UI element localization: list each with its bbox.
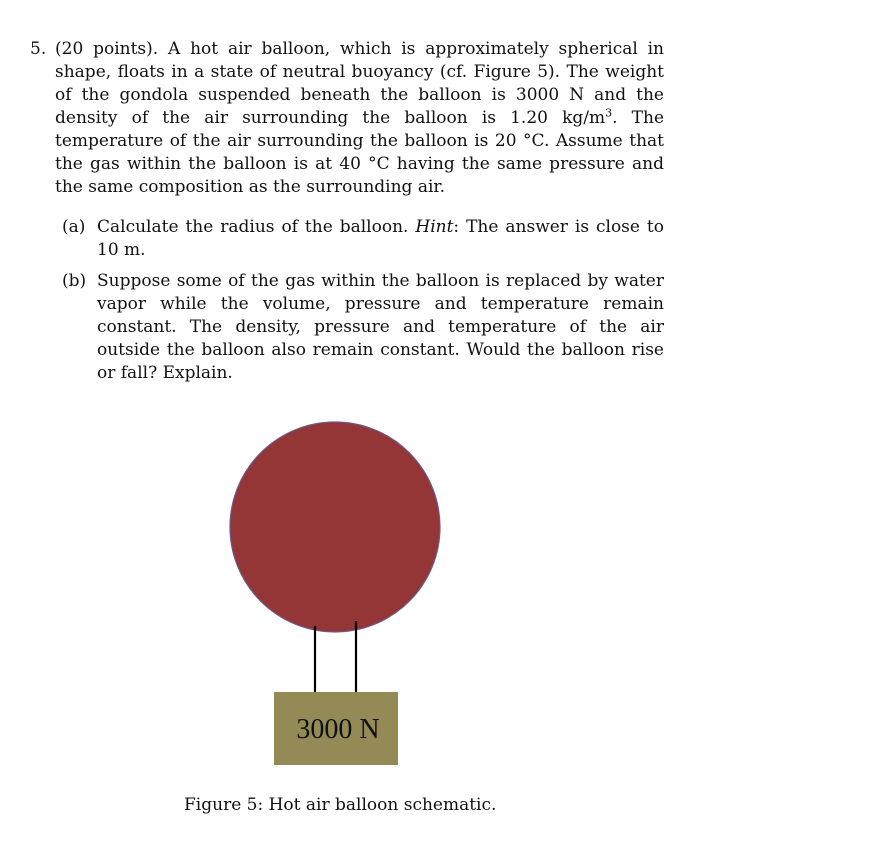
figure-caption: Figure 5: Hot air balloon schematic. xyxy=(184,795,497,815)
superscript-exponent: 3 xyxy=(605,106,613,120)
problem-text-part-1: (20 points). A hot air balloon, which is approximately spherical in shape, floats in a state of neutral buoyancy (cf. Figure 5). The weight of the gondola suspended beneath the balloon is 3000 N and the density of the air surrounding the balloon is 1.20 kg/m xyxy=(55,39,664,128)
problem-text-part-2: . The temperature of the air surrounding the balloon is 20 °C. Assume that the gas within the balloon is at 40 °C having the same pressure and the same composition as the surrounding air. xyxy=(55,108,665,197)
problem-number: 5. xyxy=(30,39,47,59)
gondola-weight-label: 3000 N xyxy=(296,714,380,745)
balloon-shape xyxy=(230,422,440,632)
part-a-label: (a) xyxy=(62,217,86,237)
part-b-text: Suppose some of the gas within the balloon is replaced by water vapor while the volume, pressure and temperature remain constant. The density, pressure and temperature of the air outside the balloon also remain constant. Would the balloon rise or fall? Explain. xyxy=(97,271,664,383)
part-a-text-before: Calculate the radius of the balloon. xyxy=(97,217,416,237)
part-a-text-after: : The answer is close to 10 m. xyxy=(97,217,664,260)
part-b-label: (b) xyxy=(62,271,87,291)
part-a-hint: Hint xyxy=(415,217,454,237)
